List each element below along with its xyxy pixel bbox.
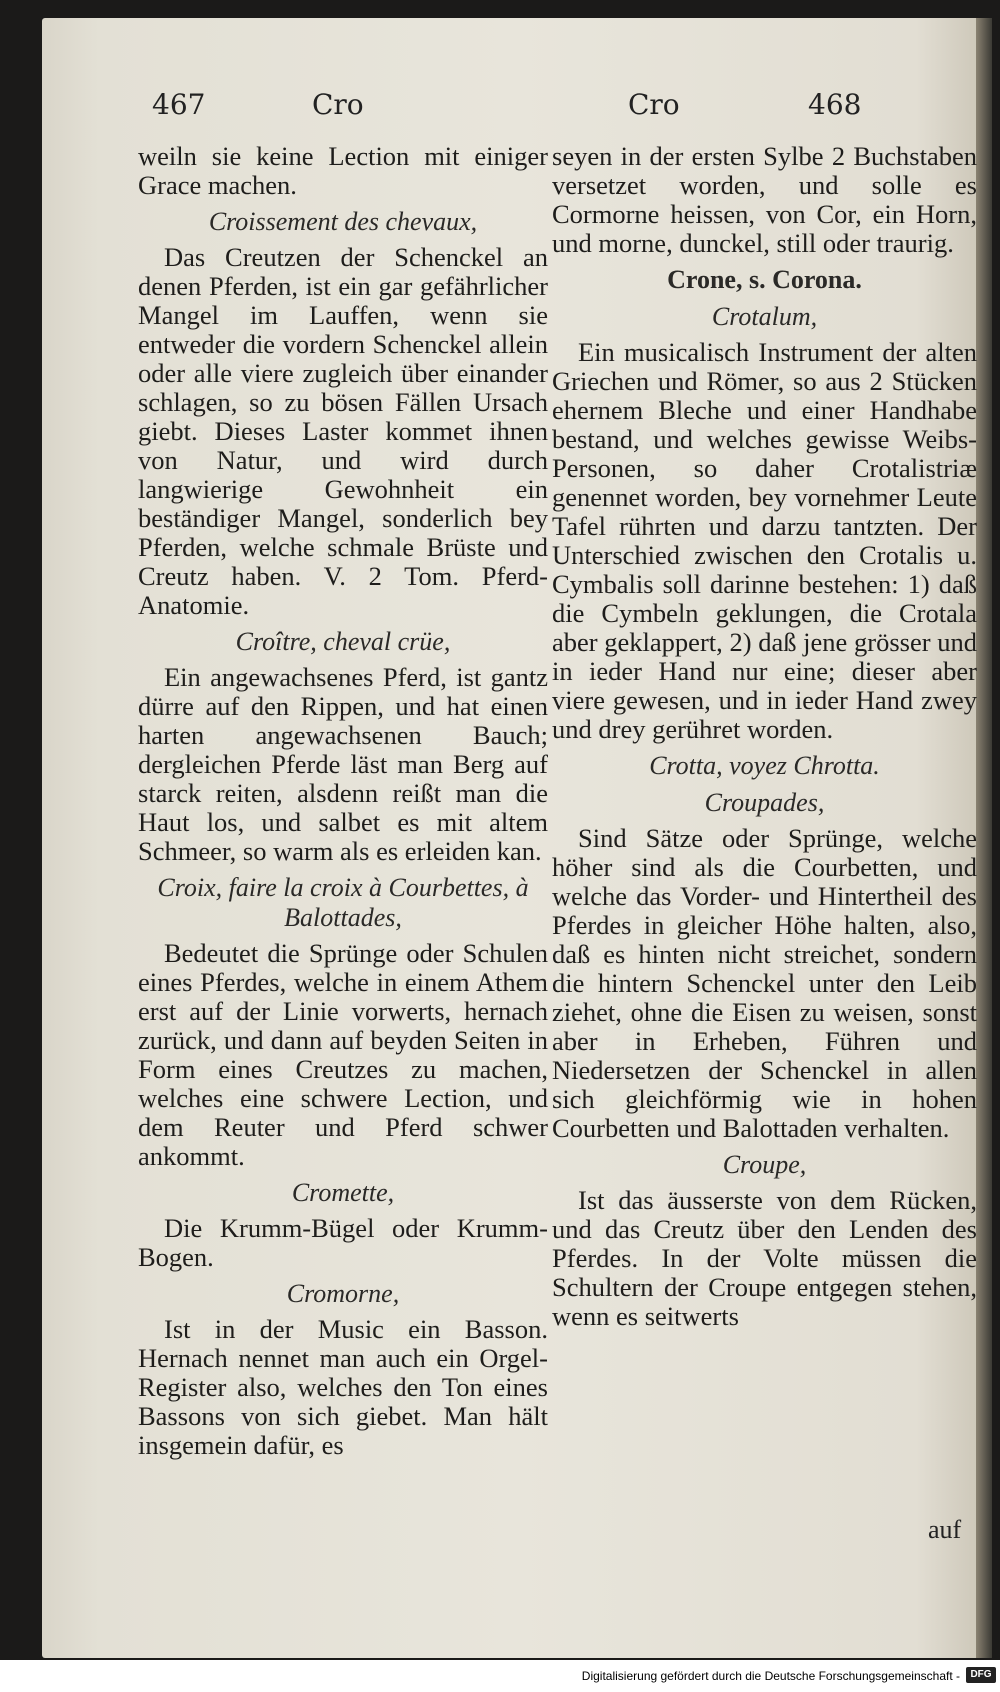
entry-paragraph: weiln sie keine Lection mit einiger Grace machen.: [138, 141, 548, 200]
catchword: auf: [928, 1515, 962, 1544]
entry-heading: Cromorne,: [286, 1279, 400, 1308]
right-text-column: [552, 142, 977, 1331]
dfg-logo: DFG: [966, 1667, 996, 1683]
entry-heading: Croix, faire la croix à Courbettes, à Balottades,: [157, 873, 529, 932]
entry-paragraph: Ist das äusserste von dem Rücken, und das Creutz über den Lenden des Pferdes. In der Volte müssen die Schultern der Croupe entgegen stehen, wenn es seitwerts: [552, 1185, 977, 1331]
page-binding-edge: [976, 18, 992, 1658]
right-page-number: 468: [808, 88, 862, 121]
entry-paragraph: Bedeutet die Sprünge oder Schulen eines Pferdes, welche in einem Athem erst auf der Linie vorwerts, hernach zurück, und dann auf beyden Seiten in Form eines Creutzes zu machen, welches eine schwere Lection, und dem Reuter und Pferd schwer ankommt.: [138, 938, 548, 1171]
footer-credit: Digitalisierung gefördert durch die Deutsche Forschungsgemeinschaft -: [581, 1669, 960, 1683]
left-page-number: 467: [152, 88, 206, 121]
entry-heading: Crone, s. Corona.: [667, 265, 862, 294]
left-running-head: Cro: [312, 88, 364, 121]
entry-paragraph: Das Creutzen der Schenckel an denen Pferden, ist ein gar gefährlicher Mangel im Lauffen, wenn sie entweder die vordern Schenckel allein oder alle viere zugleich über einander schlagen, so zu bösen Fällen Ursach giebt. Dieses Laster kommet ihnen von Natur, und wird durch langwierige Gewohnheit ein beständiger Mangel, sonderlich bey Pferden, welche schmale Brüste und Creutz haben. V. 2 Tom. Pferd-Anatomie.: [138, 242, 548, 620]
left-text-column: [138, 142, 548, 1460]
entry-paragraph: Ein musicalisch Instrument der alten Griechen und Römer, so aus 2 Stücken ehernem Bleche und einer Handhabe bestand, und welches gewisse Weibs-Personen, so daher Crotalistriæ genennet worden, bey vornehmer Leute Tafel rührten und darzu tantzten. Der Unterschied zwischen den Crotalis u. Cymbalis soll darinne bestehen: 1) daß die Cymbeln geklungen, die Crotala aber geklappert, 2) daß jene grösser und in ieder Hand nur eine; dieser aber viere gewesen, und in ieder Hand zwey und drey gerühret worden.: [552, 337, 977, 744]
entry-paragraph: Ist in der Music ein Basson. Hernach nennet man auch ein Orgel-Register also, welches den Ton eines Bassons von sich giebet. Man hält insgemein dafür, es: [138, 1314, 548, 1460]
entry-heading: Crotalum,: [711, 302, 818, 331]
entry-heading: Croître, cheval crüe,: [235, 627, 451, 656]
entry-heading: Croupe,: [722, 1150, 807, 1179]
entry-heading: Crotta, voyez Chrotta.: [649, 751, 880, 780]
right-running-head: Cro: [628, 88, 680, 121]
entry-heading: Croissement des chevaux,: [208, 207, 478, 236]
entry-heading: Cromette,: [291, 1178, 395, 1207]
digitization-footer: [0, 1663, 1000, 1692]
entry-paragraph: seyen in der ersten Sylbe 2 Buchstaben versetzet worden, und solle es Cormorne heissen, von Cor, ein Horn, und morne, dunckel, still oder traurig.: [552, 141, 977, 258]
entry-paragraph: Ein angewachsenes Pferd, ist gantz dürre auf den Rippen, und hat einen harten angewachsenen Bauch; dergleichen Pferde läst man Berg auf starck reiten, alsdenn reißt man die Haut los, und salbet es mit altem Schmeer, so warm als es erleiden kan.: [138, 662, 548, 866]
entry-paragraph: Die Krumm-Bügel oder Krumm-Bogen.: [138, 1213, 548, 1272]
entry-heading: Croupades,: [704, 788, 825, 817]
entry-paragraph: Sind Sätze oder Sprünge, welche höher sind als die Courbetten, und welche das Vorder- und Hintertheil des Pferdes in gleicher Höhe halten, also, daß es hinten nicht streichet, sondern die hintern Schenckel unter den Leib ziehet, ohne die Eisen zu weisen, sonst aber in Erheben, Führen und Niedersetzen der Schenckel in allen sich gleichförmig wie in hohen Courbetten und Balottaden verhalten.: [552, 823, 977, 1143]
